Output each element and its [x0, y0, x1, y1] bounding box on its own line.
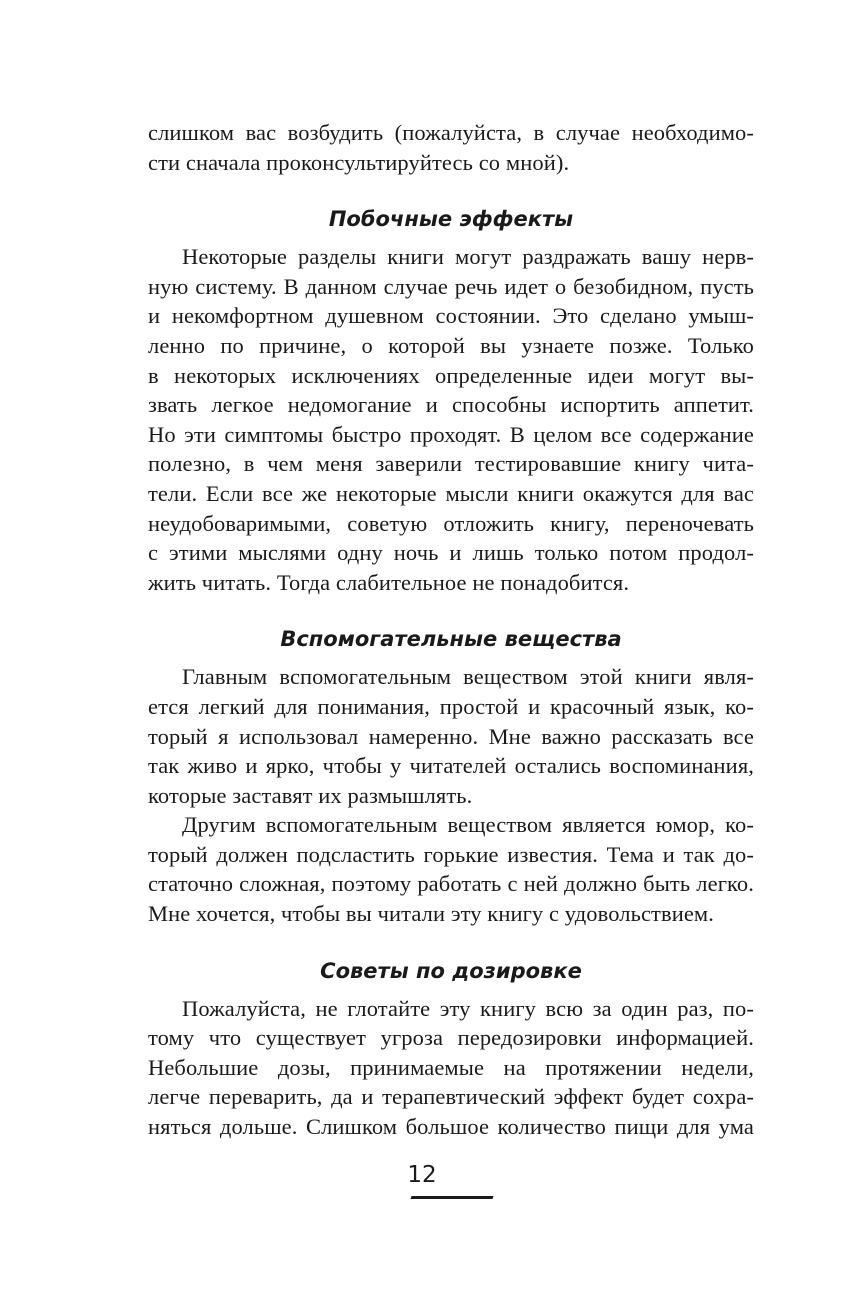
text-line: тому что существует угроза передозировки информацией.	[148, 1025, 754, 1051]
text-line: торый я использовал намеренно. Мне важно рассказать все	[148, 723, 754, 749]
side-effects-paragraph	[148, 242, 754, 597]
section-heading-dosage: Советы по дозировке	[320, 958, 582, 983]
text-line: Главным вспомогательным веществом этой книги явля-	[182, 664, 754, 690]
text-line: Небольшие дозы, принимаемые на протяжении недели,	[148, 1054, 754, 1080]
page-number-underline	[410, 1196, 493, 1199]
section-heading-side-effects: Побочные эффекты	[328, 207, 574, 232]
text-line: сти сначала проконсультируйтесь со мной).	[148, 149, 570, 175]
text-line: Другим вспомогательным веществом является юмор, ко-	[182, 812, 754, 838]
text-line: так живо и ярко, чтобы у читателей остались воспоминания,	[148, 753, 754, 779]
text-line: торый должен подсластить горькие известия. Тема и так до-	[148, 841, 754, 867]
page-body	[148, 118, 754, 1142]
dosage-paragraph	[148, 994, 754, 1142]
text-line: легче переварить, да и терапевтический эффект будет сохра-	[148, 1084, 754, 1110]
text-line: ленно по причине, о которой вы узнаете позже. Только	[148, 332, 754, 358]
text-line: неудобоваримыми, советую отложить книгу, переночевать	[148, 510, 754, 536]
text-line: с этими мыслями одну ночь и лишь только потом продол-	[148, 540, 754, 566]
text-line: в некоторых исключениях определенные идеи могут вы-	[148, 362, 754, 388]
text-line: полезно, в чем меня заверили тестировавшие книгу чита-	[148, 451, 754, 477]
intro-paragraph	[148, 118, 754, 177]
text-line: Мне хочется, чтобы вы читали эту книгу с удовольствием.	[148, 901, 714, 927]
text-line: слишком вас возбудить (пожалуйста, в случае необходимо-	[148, 120, 754, 145]
text-line: и некомфортном душевном состоянии. Это сделано умыш-	[148, 303, 754, 329]
section-heading-excipients: Вспомогательные вещества	[280, 627, 622, 652]
text-line: звать легкое недомогание и способны испортить аппетит.	[148, 392, 754, 418]
text-line: тели. Если все же некоторые мысли книги окажутся для вас	[148, 480, 754, 506]
text-line: жить читать. Тогда слабительное не понадобится.	[148, 569, 630, 595]
text-line: которые заставят их размышлять.	[148, 782, 473, 808]
excipients-paragraph-1	[148, 662, 754, 810]
text-line: Пожалуйста, не глотайте эту книгу всю за один раз, по-	[182, 995, 754, 1021]
text-line: ется легкий для понимания, простой и красочный язык, ко-	[148, 693, 754, 719]
page-number: 12	[407, 1162, 437, 1188]
text-line: няться дольше. Слишком большое количество пищи для ума	[148, 1114, 754, 1140]
text-line: Но эти симптомы быстро проходят. В целом все содержание	[148, 421, 754, 447]
text-line: ную систему. В данном случае речь идет о безобидном, пусть	[148, 273, 754, 299]
text-line: Некоторые разделы книги могут раздражать вашу нерв-	[182, 244, 754, 270]
excipients-paragraph-2	[148, 810, 754, 928]
text-line: статочно сложная, поэтому работать с ней должно быть легко.	[148, 871, 754, 897]
